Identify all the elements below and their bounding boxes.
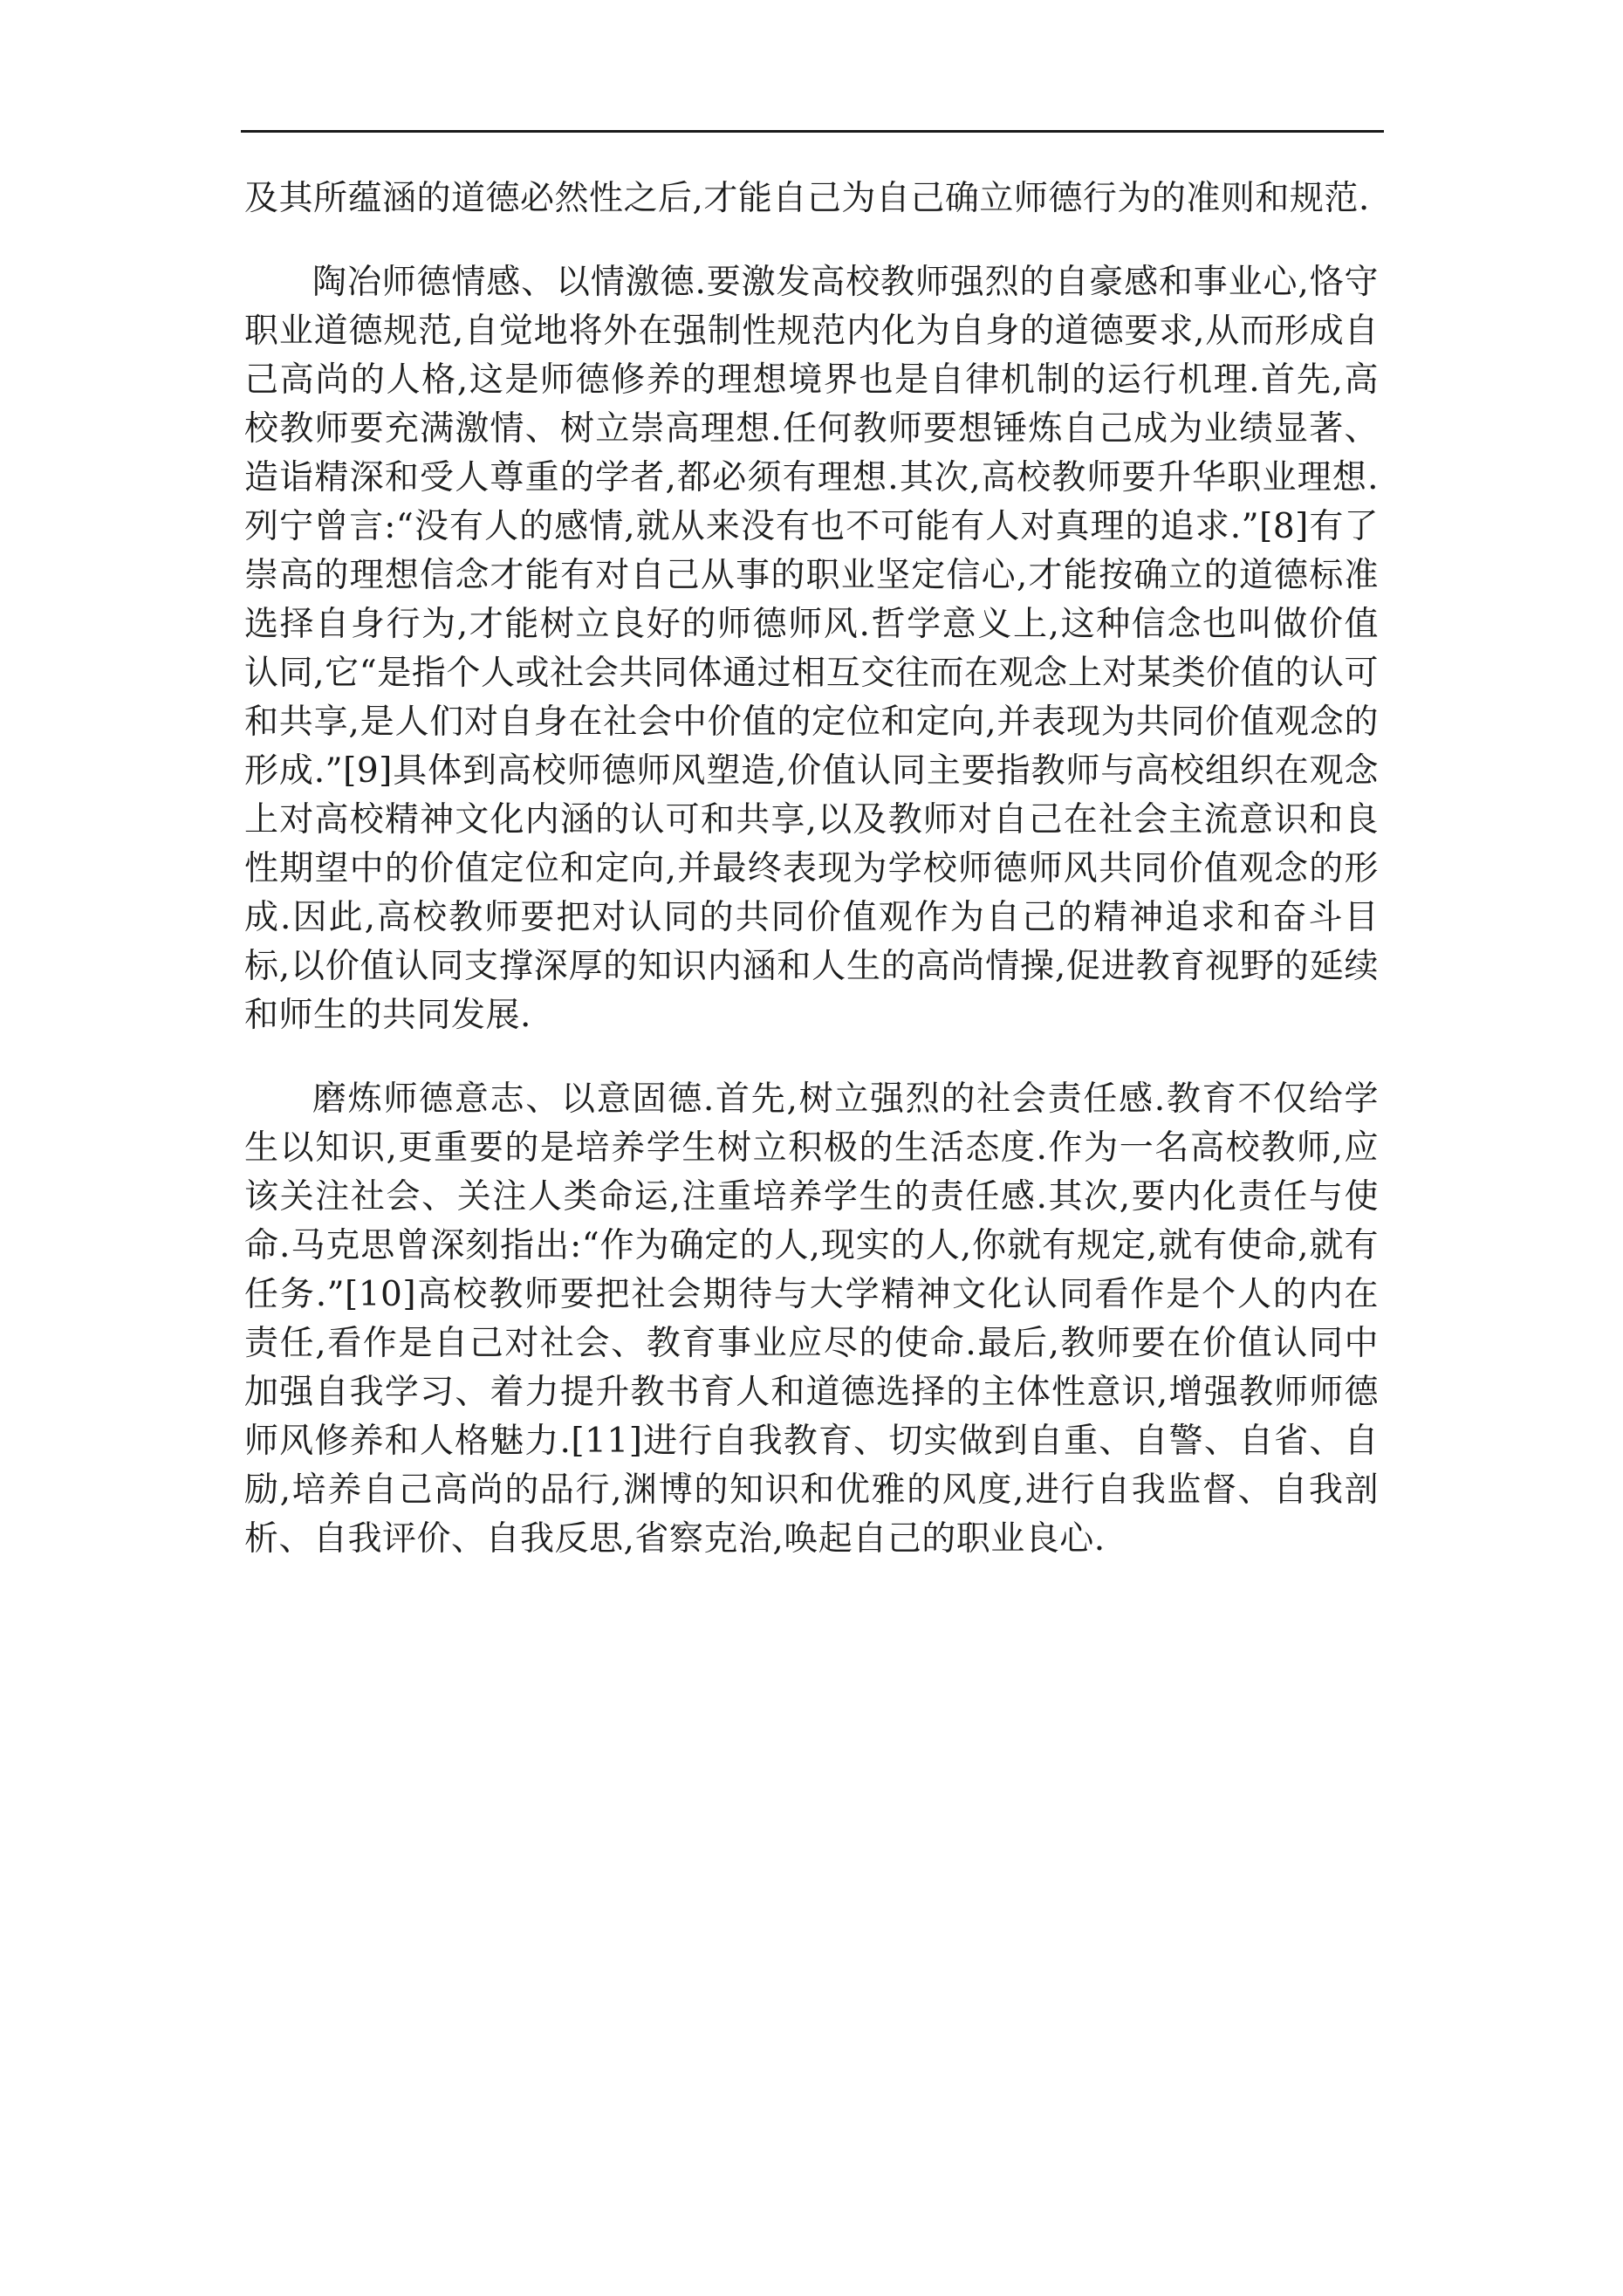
paragraph-continuation: 及其所蕴涵的道德必然性之后,才能自己为自己确立师德行为的准则和规范. [244,179,1370,218]
header-rule [241,130,1384,133]
paragraph-moral-will: 磨炼师德意志、以意固德.首先,树立强烈的社会责任感.教育不仅给学生以知识,更重要的是培养学生树立积极的生活态度.作为一名高校教师,应该关注社会、关注人类命运,注重培养学生的责任感.其次,要内化责任与使命.马克思曾深刻指出:“作为确定的人,现实的人,你就有规定,就有使命,就有任务.”[10]高校教师要把社会期待与大学精神文化认同看作是个人的内在责任,看作是自己对社会、教育事业应尽的使命.最后,教师要在价值认同中加强自我学习、着力提升教书育人和道德选择的主体性意识,增强教师师德师风修养和人格魅力.[11]进行自我教育、切实做到自重、自警、自省、自励,培养自己高尚的品行,渊博的知识和优雅的风度,进行自我监督、自我剖析、自我评价、自我反思,省察克治,唤起自己的职业良心. [244,1079,1379,1559]
body-text [244,175,1379,1564]
paragraph-moral-emotion: 陶冶师德情感、以情激德.要激发高校教师强烈的自豪感和事业心,恪守职业道德规范,自觉地将外在强制性规范内化为自身的道德要求,从而形成自己高尚的人格,这是师德修养的理想境界也是自律机制的运行机理.首先,高校教师要充满激情、树立崇高理想.任何教师要想锤炼自己成为业绩显著、造诣精深和受人尊重的学者,都必须有理想.其次,高校教师要升华职业理想.列宁曾言:“没有人的感情,就从来没有也不可能有人对真理的追求.”[8]有了崇高的理想信念才能有对自己从事的职业坚定信心,才能按确立的道德标准选择自身行为,才能树立良好的师德师风.哲学意义上,这种信念也叫做价值认同,它“是指个人或社会共同体通过相互交往而在观念上对某类价值的认可和共享,是人们对自身在社会中价值的定位和定向,并表现为共同价值观念的形成.”[9]具体到高校师德师风塑造,价值认同主要指教师与高校组织在观念上对高校精神文化内涵的认可和共享,以及教师对自己在社会主流意识和良性期望中的价值定位和定向,并最终表现为学校师德师风共同价值观念的形成.因此,高校教师要把对认同的共同价值观作为自己的精神追求和奋斗目标,以价值认同支撑深厚的知识内涵和人生的高尚情操,促进教育视野的延续和师生的共同发展. [244,263,1379,1035]
